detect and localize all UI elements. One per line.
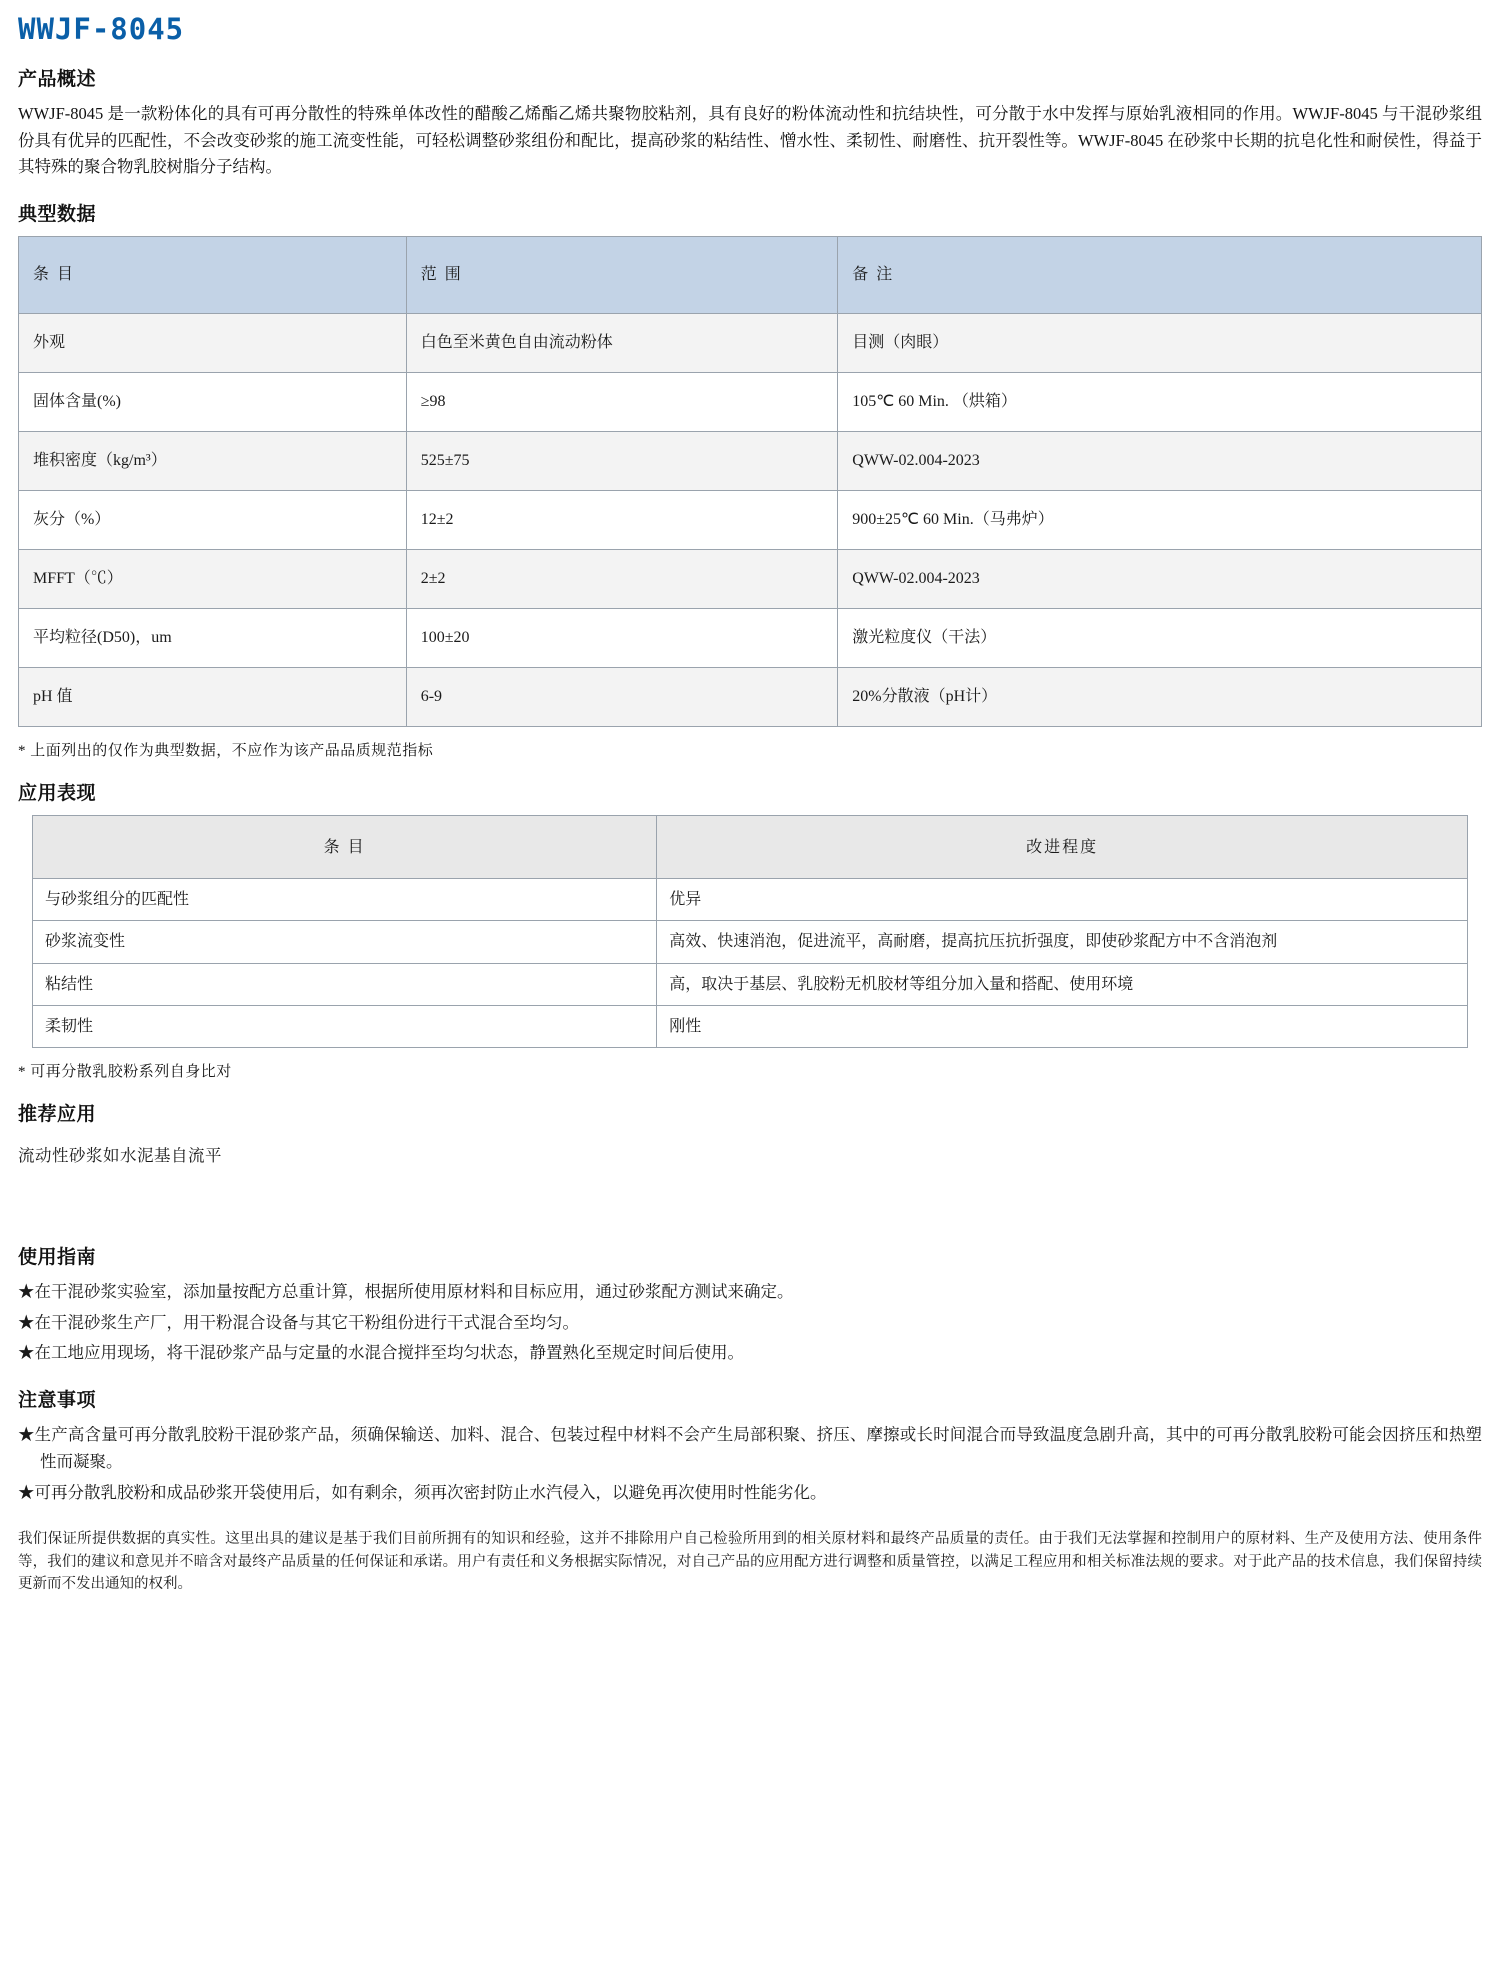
table-row (19, 550, 1482, 609)
cell-improvement: 高效、快速消泡，促进流平，高耐磨，提高抗压抗折强度，即使砂浆配方中不含消泡剂 (657, 921, 1468, 963)
section-heading-application-performance: 应用表现 (18, 782, 97, 805)
cell-range: 白色至米黄色自由流动粉体 (406, 314, 838, 373)
cell-remark: QWW-02.004-2023 (838, 550, 1482, 609)
table-row (33, 963, 1468, 1005)
cell-remark: 目测（肉眼） (838, 314, 1482, 373)
section-heading-recommended-application: 推荐应用 (18, 1102, 97, 1125)
cell-remark: 激光粒度仪（干法） (838, 609, 1482, 668)
cell-range: 100±20 (406, 609, 838, 668)
cell-remark: QWW-02.004-2023 (838, 432, 1482, 491)
cell-item: pH 值 (19, 668, 407, 727)
cell-item: 灰分（%） (19, 491, 407, 550)
application-performance-footnote: * 可再分散乳胶粉系列自身比对 (18, 1063, 232, 1080)
caution-item: ★生产高含量可再分散乳胶粉干混砂浆产品，须确保输送、加料、混合、包装过程中材料不会产生局部积聚、挤压、摩擦或长时间混合而导致温度急剧升高，其中的可再分散乳胶粉可能会因挤压和热塑性而凝聚。 (18, 1425, 1482, 1471)
cell-item: 砂浆流变性 (33, 921, 657, 963)
table-header-row (19, 237, 1482, 314)
column-header-range: 范 围 (406, 237, 838, 314)
usage-guide-item: ★在干混砂浆生产厂，用干粉混合设备与其它干粉组份进行干式混合至均匀。 (18, 1312, 579, 1332)
cell-improvement: 优异 (657, 879, 1468, 921)
table-row (19, 668, 1482, 727)
cell-range: ≥98 (406, 373, 838, 432)
recommended-application-text: 流动性砂浆如水泥基自流平 (18, 1145, 222, 1165)
cell-remark: 20%分散液（pH计） (838, 668, 1482, 727)
column-header-item: 条 目 (19, 237, 407, 314)
layout-spacer (18, 1166, 1482, 1224)
usage-guide-item: ★在工地应用现场，将干混砂浆产品与定量的水混合搅拌至均匀状态，静置熟化至规定时间后使用。 (18, 1343, 744, 1363)
column-header-remark: 备 注 (838, 237, 1482, 314)
page-title: WWJF-8045 (18, 12, 185, 46)
cell-range: 12±2 (406, 491, 838, 550)
table-row (19, 314, 1482, 373)
column-header-item: 条 目 (33, 816, 657, 879)
column-header-improvement: 改进程度 (657, 816, 1468, 879)
section-heading-usage-guide: 使用指南 (18, 1245, 97, 1268)
typical-data-table (18, 236, 1482, 727)
cell-item: 柔韧性 (33, 1005, 657, 1047)
cell-range: 6-9 (406, 668, 838, 727)
section-heading-overview: 产品概述 (18, 68, 97, 90)
table-row (33, 921, 1468, 963)
caution-item: ★可再分散乳胶粉和成品砂浆开袋使用后，如有剩余，须再次密封防止水汽侵入，以避免再次使用时性能劣化。 (18, 1482, 827, 1502)
cell-item: MFFT（℃） (19, 550, 407, 609)
cell-range: 2±2 (406, 550, 838, 609)
table-row (19, 491, 1482, 550)
cell-improvement: 刚性 (657, 1005, 1468, 1047)
disclaimer-text: 我们保证所提供数据的真实性。这里出具的建议是基于我们目前所拥有的知识和经验，这并不排除用户自己检验所用到的相关原材料和最终产品质量的责任。由于我们无法掌握和控制用户的原材料、生产及使用方法、使用条件等，我们的建议和意见并不暗含对最终产品质量的任何保证和承诺。用户有责任和义务根据实际情况，对自己产品的应用配方进行调整和质量管控，以满足工程应用和相关标准法规的要求。对于此产品的技术信息，我们保留持续更新而不发出通知的权利。 (18, 1531, 1482, 1593)
application-performance-table (32, 815, 1468, 1048)
table-row (19, 609, 1482, 668)
cell-item: 粘结性 (33, 963, 657, 1005)
table-header-row (33, 816, 1468, 879)
overview-paragraph: WWJF-8045 是一款粉体化的具有可再分散性的特殊单体改性的醋酸乙烯酯乙烯共聚物胶粘剂，具有良好的粉体流动性和抗结块性，可分散于水中发挥与原始乳液相同的作用。WWJF-8045 与干混砂浆组份具有优异的匹配性，不会改变砂浆的施工流变性能，可轻松调整砂浆组份和配比，提高砂浆的粘结性、憎水性、柔韧性、耐磨性、抗开裂性等。WWJF-8045 在砂浆中长期的抗皂化性和耐侯性，得益于其特殊的聚合物乳胶树脂分子结构。 (18, 104, 1482, 177)
section-heading-typical-data: 典型数据 (18, 203, 97, 226)
cell-item: 外观 (19, 314, 407, 373)
usage-guide-item: ★在干混砂浆实验室，添加量按配方总重计算，根据所使用原材料和目标应用，通过砂浆配方测试来确定。 (18, 1281, 794, 1301)
table-row (19, 373, 1482, 432)
cell-range: 525±75 (406, 432, 838, 491)
cell-item: 堆积密度（kg/m³） (19, 432, 407, 491)
table-row (19, 432, 1482, 491)
cell-item: 平均粒径(D50)，um (19, 609, 407, 668)
cell-improvement: 高，取决于基层、乳胶粉无机胶材等组分加入量和搭配、使用环境 (657, 963, 1468, 1005)
typical-data-footnote: * 上面列出的仅作为典型数据，不应作为该产品品质规范指标 (18, 743, 434, 760)
cell-remark: 900±25℃ 60 Min.（马弗炉） (838, 491, 1482, 550)
cell-item: 固体含量(%) (19, 373, 407, 432)
table-row (33, 879, 1468, 921)
cell-item: 与砂浆组分的匹配性 (33, 879, 657, 921)
section-heading-cautions: 注意事项 (18, 1389, 97, 1412)
table-row (33, 1005, 1468, 1047)
cell-remark: 105℃ 60 Min. （烘箱） (838, 373, 1482, 432)
